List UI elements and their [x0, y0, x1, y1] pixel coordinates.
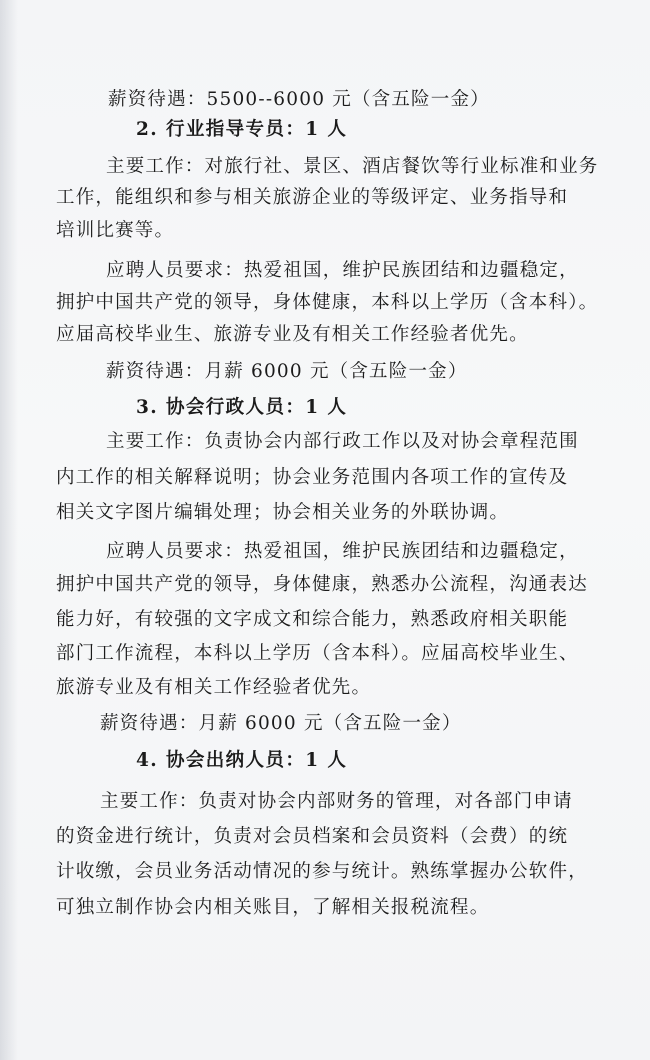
requirements-3-line-5: 旅游专业及有相关工作经验者优先。 [56, 677, 372, 698]
requirements-3-line-2: 拥护中国共产党的领导，身体健康，熟悉办公流程，沟通表达 [56, 574, 588, 595]
duties-3-line-2: 内工作的相关解释说明；协会业务范围内各项工作的宣传及 [56, 467, 569, 488]
duties-4-line-4: 可独立制作协会内相关账目，了解相关报税流程。 [56, 897, 490, 918]
duties-4-line-1: 主要工作：负责对协会内部财务的管理，对各部门申请 [100, 791, 573, 812]
duties-4-line-2: 的资金进行统计，负责对会员档案和会员资料（会费）的统 [56, 826, 569, 847]
salary-line-2: 薪资待遇：月薪 6000 元（含五险一金） [106, 361, 468, 382]
duties-2-line-1: 主要工作：对旅行社、景区、酒店餐饮等行业标准和业务 [106, 156, 599, 177]
duties-2-line-3: 培训比赛等。 [56, 220, 175, 241]
requirements-3-line-3: 能力好，有较强的文字成文和综合能力，熟悉政府相关职能 [56, 609, 569, 630]
duties-4-line-3: 计收缴，会员业务活动情况的参与统计。熟练掌握办公软件， [56, 861, 588, 882]
requirements-3-line-4: 部门工作流程，本科以上学历（含本科）。应届高校毕业生、 [56, 643, 579, 664]
duties-3-line-1: 主要工作：负责协会内部行政工作以及对协会章程范围 [106, 431, 579, 452]
position-4-heading: 4. 协会出纳人员：1 人 [136, 750, 348, 771]
salary-line-1: 薪资待遇：5500--6000 元（含五险一金） [108, 89, 490, 110]
duties-2-line-2: 工作，能组织和参与相关旅游企业的等级评定、业务指导和 [56, 187, 569, 208]
requirements-2-line-2: 拥护中国共产党的领导，身体健康，本科以上学历（含本科）。 [56, 292, 599, 313]
position-3-heading: 3. 协会行政人员：1 人 [136, 397, 348, 418]
requirements-2-line-3: 应届高校毕业生、旅游专业及有相关工作经验者优先。 [56, 324, 529, 345]
requirements-3-line-1: 应聘人员要求：热爱祖国，维护民族团结和边疆稳定， [106, 541, 579, 562]
duties-3-line-3: 相关文字图片编辑处理；协会相关业务的外联协调。 [56, 502, 510, 523]
position-2-heading: 2. 行业指导专员：1 人 [136, 119, 348, 140]
salary-line-3: 薪资待遇：月薪 6000 元（含五险一金） [100, 713, 462, 734]
page-edge-shadow [0, 0, 18, 1060]
requirements-2-line-1: 应聘人员要求：热爱祖国，维护民族团结和边疆稳定， [106, 260, 579, 281]
